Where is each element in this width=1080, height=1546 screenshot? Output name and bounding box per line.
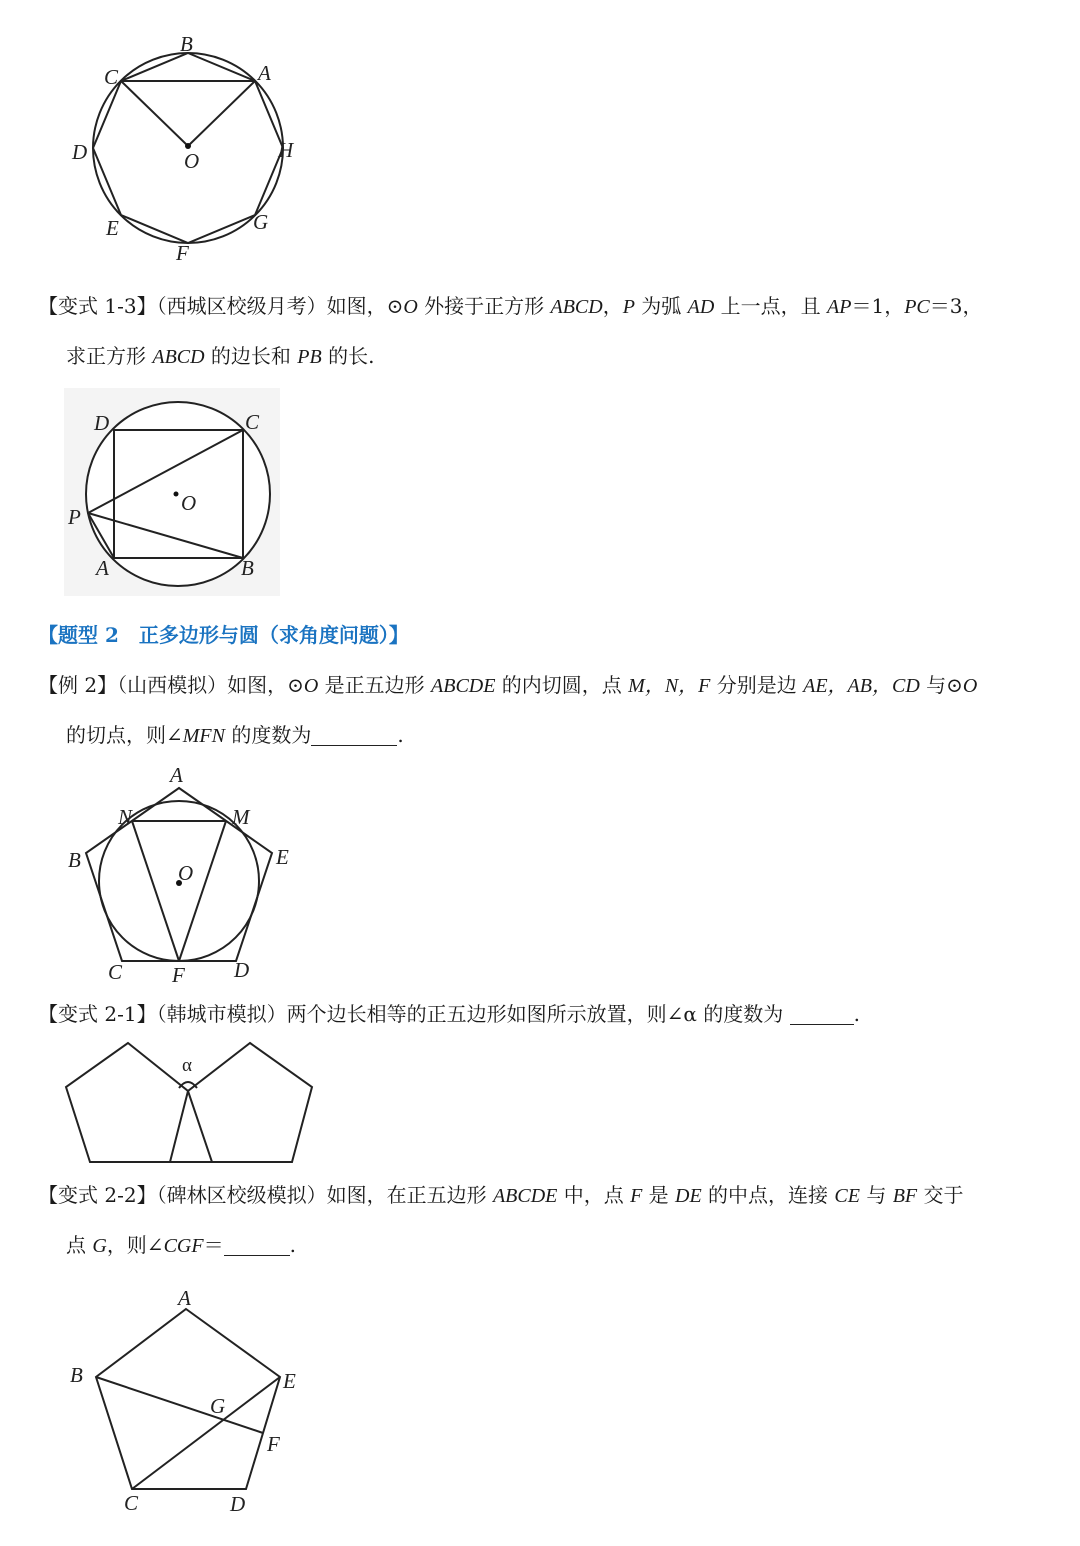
text: . (397, 723, 404, 747)
text: 分别是边 (710, 673, 804, 697)
math: P (622, 296, 635, 318)
math: ABCD (152, 346, 205, 368)
math: PC (904, 296, 930, 318)
problem-tag: 【变式 1-3】 (38, 294, 157, 318)
text: 与 (919, 673, 947, 697)
label-a: A (170, 763, 183, 787)
math: BF (892, 1185, 918, 1207)
label-b: B (241, 556, 254, 580)
math: AP (827, 296, 852, 318)
label-b: B (180, 32, 193, 56)
text: 如图， (326, 294, 387, 318)
problem-line-2 (38, 711, 1048, 761)
segment-co (121, 81, 188, 146)
problem-line-2 (38, 332, 1048, 382)
math: AD (687, 296, 715, 318)
text: 上一点，且 (714, 294, 828, 318)
label-c: C (104, 65, 119, 89)
segment-nf (132, 821, 179, 961)
segment-ao (188, 81, 255, 146)
text: ＝3， (929, 294, 983, 318)
label-f: F (267, 1432, 280, 1456)
problem-source: （西城区校级月考） (156, 294, 327, 318)
math: G (92, 1235, 107, 1257)
label-a: A (96, 556, 109, 580)
answer-blank[interactable] (790, 1004, 854, 1025)
text: 的中点，连接 (701, 1183, 835, 1207)
example-2 (38, 661, 1048, 761)
text: . (853, 1002, 860, 1026)
label-h: H (278, 138, 294, 162)
label-d: D (94, 411, 110, 435)
bracket: 【 (38, 623, 58, 647)
label-d: D (72, 140, 88, 164)
text: 中，点 (557, 1183, 631, 1207)
math: ABCD (550, 296, 603, 318)
segment-mf (179, 821, 226, 961)
label-a: A (258, 61, 271, 85)
text: ＝ (203, 1233, 224, 1257)
label-p: P (68, 505, 81, 529)
label-o: O (178, 861, 194, 885)
label-a: A (178, 1286, 191, 1310)
problem-source: （碑林区校级模拟） (156, 1183, 327, 1207)
math: MFN (182, 725, 225, 747)
math: ABCDE (431, 675, 496, 697)
figure-two-pentagons (60, 1038, 320, 1168)
label-b: B (68, 848, 81, 872)
math: PB (297, 346, 322, 368)
text: 求正方形 (66, 344, 153, 368)
label-e: E (106, 216, 119, 240)
label-o: O (184, 149, 200, 173)
math: CGF (163, 1235, 204, 1257)
label-g: G (210, 1394, 226, 1418)
problem-tag: 【例 2】 (38, 673, 118, 697)
math: F (630, 1185, 643, 1207)
text: 交于 (917, 1183, 964, 1207)
math: AE，AB，CD (803, 675, 920, 697)
problem-source: （山西模拟） (117, 673, 228, 697)
math: ABCDE (492, 1185, 558, 1207)
label-n: N (118, 805, 133, 829)
math: ⊙O (946, 675, 978, 697)
text: 的切点，则∠ (66, 723, 183, 747)
text: 如图，在正五边形 (326, 1183, 493, 1207)
text: ，则∠ (106, 1233, 164, 1257)
text: 为弧 (634, 294, 688, 318)
label-o: O (181, 491, 197, 515)
text: 两个边长相等的正五边形如图所示放置，则∠α 的度数为 (286, 1002, 790, 1026)
label-b: B (70, 1363, 83, 1387)
label-f: F (176, 241, 189, 265)
label-c: C (245, 410, 260, 434)
text: 的度数为 (224, 723, 312, 747)
problem-tag: 【变式 2-2】 (38, 1183, 157, 1207)
label-d: D (234, 958, 250, 982)
figure-pentagon-ce-bf (60, 1285, 320, 1520)
problem-2-1 (38, 990, 1048, 1039)
label-f: F (172, 963, 185, 987)
bracket: 】 (388, 623, 409, 647)
label-m: M (232, 805, 250, 829)
section-heading (38, 616, 409, 654)
text: . (289, 1233, 296, 1257)
answer-blank[interactable] (224, 1235, 290, 1256)
label-d: D (230, 1492, 246, 1516)
answer-blank[interactable] (311, 725, 397, 746)
text: ， (602, 294, 623, 318)
center-point (174, 492, 179, 497)
text: 外接于正方形 (417, 294, 551, 318)
text: 是 (642, 1183, 676, 1207)
math: ⊙O (287, 675, 319, 697)
label-g: G (253, 210, 269, 234)
math: CE (834, 1185, 860, 1207)
figure-octagon-circle (60, 28, 310, 273)
text: 的长. (321, 344, 375, 368)
figure-pentagon-incircle (60, 760, 300, 990)
problem-2-2 (38, 1171, 1048, 1271)
label-c: C (108, 960, 123, 984)
section-type: 题型 2 (58, 623, 119, 647)
problem-1-3 (38, 282, 1048, 382)
problem-source: （韩城市模拟） (156, 1002, 287, 1026)
label-c: C (124, 1491, 139, 1515)
label-e: E (276, 845, 289, 869)
problem-line-2 (38, 1221, 1048, 1271)
math: DE (675, 1185, 702, 1207)
label-e: E (283, 1369, 296, 1393)
text: 的内切圆，点 (495, 673, 629, 697)
text: 是正五边形 (318, 673, 432, 697)
text: 与 (859, 1183, 893, 1207)
text: ＝1， (851, 294, 905, 318)
text: 如图， (227, 673, 288, 697)
text: 点 (66, 1233, 93, 1257)
segment-bf (96, 1377, 263, 1433)
math: ⊙O (386, 296, 418, 318)
segment-ce (132, 1377, 280, 1489)
text: 的边长和 (204, 344, 298, 368)
section-title: 正多边形与圆（求角度问题） (138, 623, 389, 647)
math: M，N，F (628, 675, 711, 697)
label-alpha: α (182, 1055, 192, 1076)
problem-tag: 【变式 2-1】 (38, 1002, 157, 1026)
figure-square-circle (64, 388, 280, 596)
